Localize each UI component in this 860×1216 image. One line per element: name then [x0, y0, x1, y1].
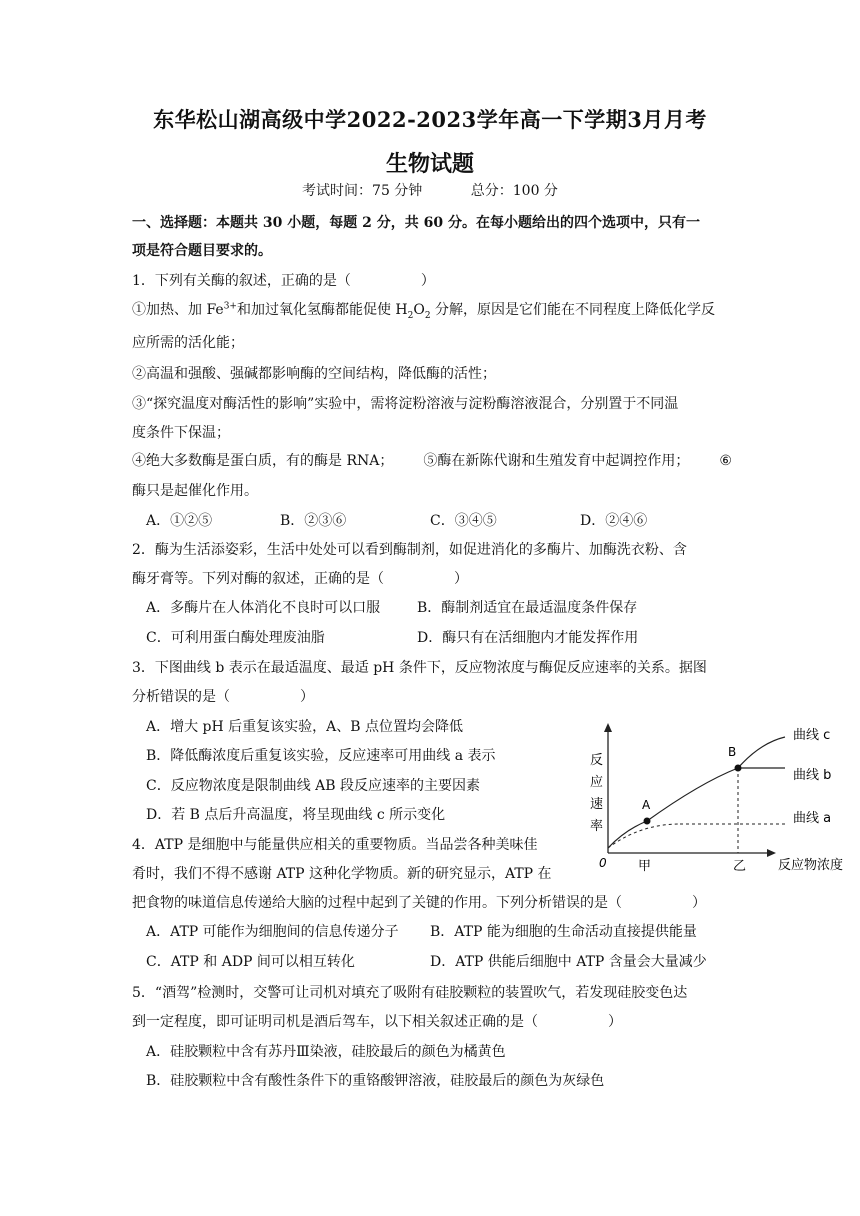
- q2-option-d: D．酶只有在活细胞内才能发挥作用: [417, 630, 639, 646]
- q4-option-a: A．ATP 可能作为细胞间的信息传递分子: [146, 924, 399, 940]
- exam-total-score: 总分：100 分: [470, 183, 558, 199]
- q5-line2: 到一定程度，即可证明司机是酒后驾车，以下相关叙述正确的是（ ）: [132, 1014, 622, 1030]
- q1-stem: 1．下列有关酶的叙述，正确的是（ ）: [132, 273, 435, 289]
- q1-s1-sub1: 2: [407, 310, 414, 321]
- x-tick-yi: 乙: [733, 859, 747, 874]
- q1-statement-5: ⑤酶在新陈代谢和生殖发育中起调控作用；: [423, 453, 690, 469]
- curve-c-label: 曲线 c: [793, 728, 831, 743]
- q1-s1-part-c: O: [413, 302, 425, 318]
- q4-line3: 把食物的味道信息传递给大脑的过程中起到了关键的作用。下列分析错误的是（ ）: [132, 895, 706, 911]
- q1-option-a: A．①②⑤: [146, 513, 213, 529]
- q3-option-a: A．增大 pH 后重复该实验，A、B 点位置均会降低: [146, 719, 464, 735]
- q1-option-b: B．②③⑥: [280, 513, 347, 529]
- q1-statement-3: ③“探究温度对酶活性的影响”实验中，需将淀粉溶液与淀粉酶溶液混合，分别置于不同温: [132, 396, 679, 412]
- curve-a-label: 曲线 a: [793, 811, 832, 826]
- curve-b-label: 曲线 b: [793, 768, 832, 783]
- q3-stem-line2: 分析错误的是（ ）: [132, 689, 314, 705]
- q2-option-c: C．可利用蛋白酶处理废油脂: [146, 630, 325, 646]
- q1-statement-6: ⑥: [719, 453, 732, 469]
- q2-option-a: A．多酶片在人体消化不良时可以口服: [146, 600, 381, 616]
- q2-stem-line2: 酶牙膏等。下列对酶的叙述，正确的是（ ）: [132, 571, 468, 587]
- q5-option-b: B．硅胶颗粒中含有酸性条件下的重铬酸钾溶液，硅胶最后的颜色为灰绿色: [146, 1073, 605, 1089]
- q1-option-d: D．②④⑥: [580, 513, 648, 529]
- q1-s1-sup: 3+: [223, 301, 237, 312]
- y-label-char-2: 应: [590, 775, 604, 790]
- q3-option-b: B．降低酶浓度后重复该实验，反应速率可用曲线 a 表示: [146, 748, 496, 764]
- y-label-char-3: 速: [590, 797, 604, 812]
- q4-option-d: D．ATP 供能后细胞中 ATP 含量会大量减少: [430, 954, 707, 970]
- q1-option-c: C．③④⑤: [430, 513, 497, 529]
- q3-option-c: C．反应物浓度是限制曲线 AB 段反应速率的主要因素: [146, 778, 481, 794]
- x-axis-label: 反应物浓度: [778, 858, 844, 873]
- point-b-label: B: [728, 745, 737, 759]
- q5-line1: 5．“酒驾”检测时，交警可让司机对填充了吸附有硅胶颗粒的装置吹气，若发现硅胶变色达: [132, 985, 688, 1001]
- q1-statement-6-cont: 酶只是起催化作用。: [132, 483, 258, 499]
- q1-s1-part-b: 和加过氧化氢酶都能促使 H: [236, 302, 408, 318]
- curve-b-rise: [647, 768, 738, 821]
- q1-statement-4-5-6: [132, 451, 732, 471]
- point-a-label: A: [642, 798, 651, 812]
- q2-option-b: B．酶制剂适宜在最适温度条件保存: [417, 600, 638, 616]
- enzyme-rate-figure: [580, 718, 860, 883]
- point-a-marker: [644, 818, 651, 825]
- x-axis-arrow: [767, 849, 776, 857]
- curve-c: [738, 737, 785, 768]
- x-tick-jia: 甲: [638, 859, 652, 874]
- exam-subject: 生物试题: [385, 151, 474, 177]
- q1-statement-4: ④绝大多数酶是蛋白质，有的酶是 RNA；: [132, 453, 394, 469]
- q1-statement-3-cont: 度条件下保温；: [132, 425, 230, 441]
- q5-option-a: A．硅胶颗粒中含有苏丹Ⅲ染液，硅胶最后的颜色为橘黄色: [146, 1044, 506, 1060]
- y-label-char-1: 反: [590, 753, 604, 768]
- q4-line1: 4．ATP 是细胞中与能量供应相关的重要物质。当品尝各种美味佳: [132, 837, 538, 853]
- y-axis-arrow: [604, 723, 612, 732]
- section-heading-line1: 一、选择题：本题共 30 小题，每题 2 分，共 60 分。在每小题给出的四个选项中，只有一: [132, 215, 700, 231]
- q1-s1-sub2: 2: [424, 310, 431, 321]
- section-heading-line2: 项是符合题目要求的。: [132, 243, 272, 259]
- exam-title: 东华松山湖高级中学2022-2023学年高一下学期3月月考: [153, 107, 707, 132]
- q1-s1-part-d: 分解，原因是它们能在不同程度上降低化学反: [430, 302, 716, 318]
- q2-stem-line1: 2．酶为生活添姿彩，生活中处处可以看到酶制剂，如促进消化的多酶片、加酶洗衣粉、含: [132, 542, 687, 558]
- q1-statement-2: ②高温和强酸、强碱都影响酶的空间结构，降低酶的活性；: [132, 366, 496, 382]
- point-b-marker: [735, 765, 742, 772]
- q3-option-d: D．若 B 点后升高温度，将呈现曲线 c 所示变化: [146, 807, 446, 823]
- origin-label: 0: [599, 856, 607, 870]
- q1-statement-1-cont: 应所需的活化能；: [132, 335, 244, 351]
- q1-s1-part-a: ①加热、加 Fe: [132, 302, 224, 318]
- y-label-char-4: 率: [590, 819, 604, 834]
- exam-time: 考试时间：75 分钟: [302, 183, 423, 199]
- q1-statement-1: [132, 300, 715, 320]
- q3-stem-line1: 3．下图曲线 b 表示在最适温度、最适 pH 条件下，反应物浓度与酶促反应速率的关系。据图: [132, 660, 707, 676]
- curve-a: [608, 824, 680, 848]
- q4-option-c: C．ATP 和 ADP 间可以相互转化: [146, 954, 355, 970]
- q4-line2: 肴时，我们不得不感谢 ATP 这种化学物质。新的研究显示，ATP 在: [132, 866, 552, 882]
- q4-option-b: B．ATP 能为细胞的生命活动直接提供能量: [430, 924, 697, 940]
- exam-meta: [0, 180, 860, 200]
